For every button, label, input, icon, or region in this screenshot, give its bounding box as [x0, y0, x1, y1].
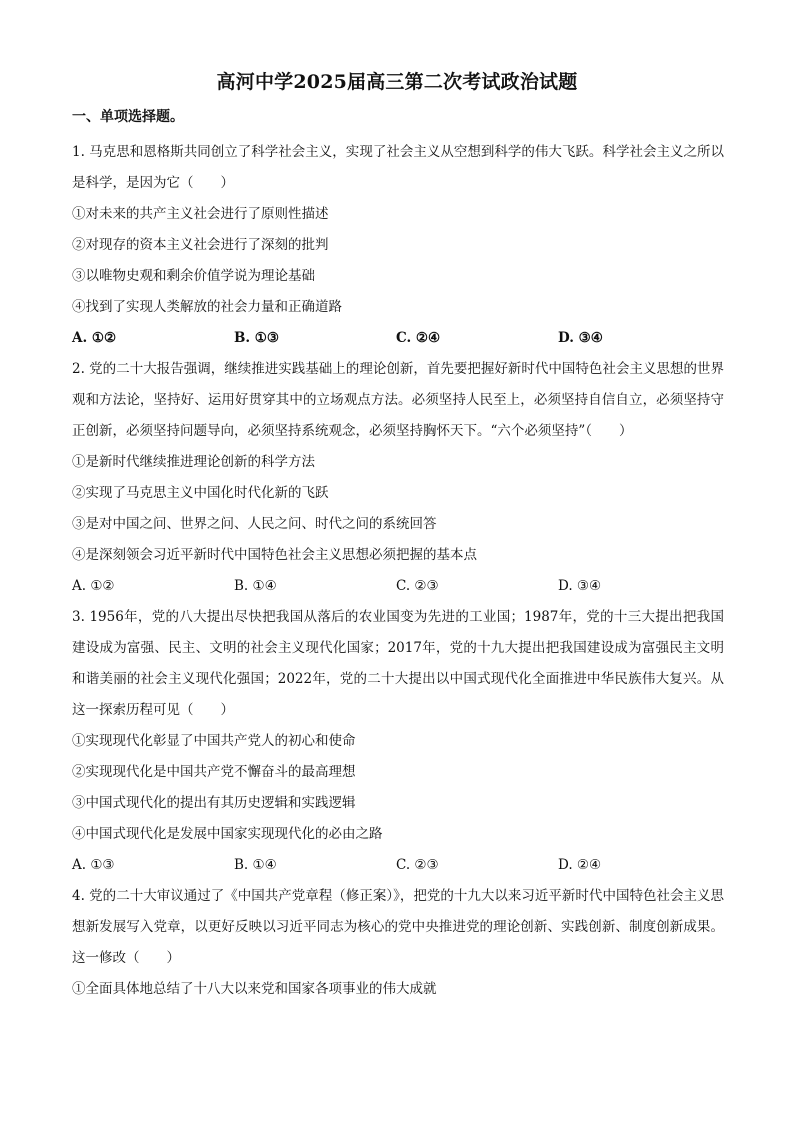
answer-choices: [72, 571, 724, 602]
choice-c: C. ②③: [396, 857, 439, 873]
statement-option: ③是对中国之问、世界之问、人民之问、时代之问的系统回答: [72, 516, 437, 532]
questions-container: [72, 137, 724, 1005]
choice-b: B. ①④: [234, 578, 277, 594]
answer-choices: [72, 323, 724, 354]
statement-option: ②对现存的资本主义社会进行了深刻的批判: [72, 237, 329, 253]
choice-d: D. ③④: [558, 578, 602, 594]
statement-option: ①对未来的共产主义社会进行了原则性描述: [72, 206, 329, 222]
question-1: [72, 137, 724, 354]
question-stem: 1. 马克思和恩格斯共同创立了科学社会主义，实现了社会主义从空想到科学的伟大飞跃。科学社会主义之所以是科学，是因为它（ ）: [72, 144, 724, 191]
question-4: [72, 881, 724, 1005]
choice-a: A. ①②: [72, 578, 115, 594]
choice-c: C. ②③: [396, 578, 439, 594]
page-title: 高河中学2025届高三第二次考试政治试题: [216, 71, 578, 93]
statement-option: ①实现现代化彰显了中国共产党人的初心和使命: [72, 733, 356, 749]
statement-option: ②实现现代化是中国共产党不懈奋斗的最高理想: [72, 764, 356, 780]
choice-c: C. ②④: [396, 330, 441, 346]
choice-a: A. ①②: [72, 330, 117, 346]
choice-d: D. ③④: [558, 330, 603, 346]
statement-option: ④中国式现代化是发展中国家实现现代化的必由之路: [72, 826, 383, 842]
statement-option: ④是深刻领会习近平新时代中国特色社会主义思想必须把握的基本点: [72, 547, 477, 563]
statement-option: ④找到了实现人类解放的社会力量和正确道路: [72, 299, 342, 315]
statement-option: ③以唯物史观和剩余价值学说为理论基础: [72, 268, 315, 284]
statement-option: ③中国式现代化的提出有其历史逻辑和实践逻辑: [72, 795, 356, 811]
statement-option: ①全面具体地总结了十八大以来党和国家各项事业的伟大成就: [72, 981, 437, 997]
question-3: [72, 602, 724, 881]
question-stem: 3. 1956年，党的八大提出尽快把我国从落后的农业国变为先进的工业国；1987年，党的十三大提出把我国建设成为富强、民主、文明的社会主义现代化国家；2017年，党的十九大提出把我国建设成为富强民主文明和谐美丽的社会主义现代化强国；2022年，党的二十大提出以中国式现代化全面推进中华民族伟大复兴。从这一探索历程可见（ ）: [72, 609, 724, 718]
statement-option: ②实现了马克思主义中国化时代化新的飞跃: [72, 485, 329, 501]
choice-b: B. ①③: [234, 330, 280, 346]
choice-d: D. ②④: [558, 857, 602, 873]
statement-option: ①是新时代继续推进理论创新的科学方法: [72, 454, 315, 470]
section-heading: 一、单项选择题。: [72, 109, 184, 125]
choice-b: B. ①④: [234, 857, 277, 873]
question-2: [72, 354, 724, 602]
answer-choices: [72, 850, 724, 881]
question-stem: 2. 党的二十大报告强调，继续推进实践基础上的理论创新，首先要把握好新时代中国特色社会主义思想的世界观和方法论，坚持好、运用好贯穿其中的立场观点方法。必须坚持人民至上，必须坚持自信自立，必须坚持守正创新，必须坚持问题导向，必须坚持系统观念，必须坚持胸怀天下。“六个必须坚持”（ ）: [72, 361, 724, 439]
choice-a: A. ①③: [72, 857, 115, 873]
question-stem: 4. 党的二十大审议通过了《中国共产党章程（修正案）》，把党的十九大以来习近平新时代中国特色社会主义思想新发展写入党章，以更好反映以习近平同志为核心的党中央推进党的理论创新、实践创新、制度创新成果。这一修改（ ）: [72, 888, 724, 966]
